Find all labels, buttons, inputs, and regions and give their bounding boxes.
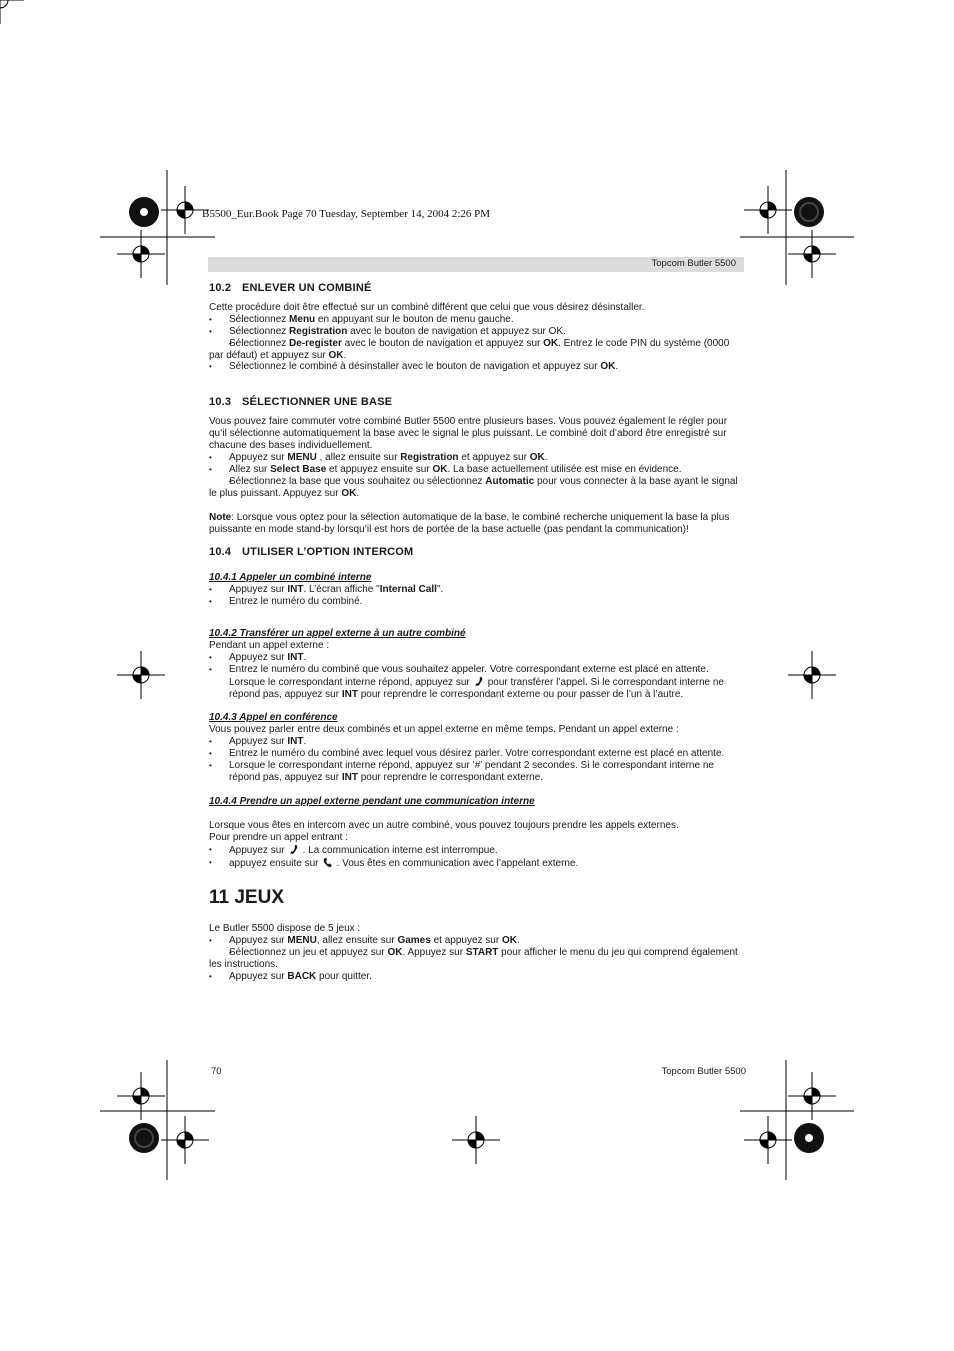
subsection-intro: Pour prendre un appel entrant : <box>209 831 348 843</box>
section-heading-10-2: 10.2 ENLEVER UN COMBINÉ <box>209 282 372 294</box>
list-item: • Sélectionnez De-register avec le bouton de navigation et appuyez sur OK. Entrez le code PIN du système (0000 par défaut) et appuyez sur OK. <box>209 338 745 362</box>
list-item: • Lorsque le correspondant interne répond, appuyez sur ’#’ pendant 2 secondes. Si le correspondant interne ne répond pas, appuyez sur INT pour reprendre le correspondant externe. <box>209 760 745 784</box>
list-item: • Appuyez sur INT. L’écran affiche "Internal Call". <box>209 584 745 596</box>
list-item: • Entrez le numéro du combiné. <box>209 596 745 608</box>
note-paragraph: Note: Lorsque vous optez pour la sélection automatique de la base, le combiné recherche uniquement la base la plus puissante en mode stand-by lorsqu’il est hors de portée de la base actuelle (pas pendant la communication)! <box>209 511 730 535</box>
phone-handset-icon <box>322 857 334 868</box>
chapter-heading-11: 11 JEUX <box>209 887 284 909</box>
page-content <box>209 283 745 983</box>
section-intro: Cette procédure doit être effectué sur un combiné différent que celui que vous désirez désinstaller. <box>209 301 645 313</box>
list-item: • Allez sur Select Base et appuyez ensuite sur OK. La base actuellement utilisée est mise en évidence. <box>209 464 745 476</box>
phone-off-hook-icon <box>288 844 300 855</box>
subsection-heading-10-4-3: 10.4.3 Appel en conférence <box>209 712 338 724</box>
list-item: • Appuyez sur MENU , allez ensuite sur Registration et appuyez sur OK. <box>209 452 745 464</box>
list-item: • Sélectionnez un jeu et appuyez sur OK. Appuyez sur START pour afficher le menu du jeu qui comprend également les instructions. <box>209 947 745 971</box>
footer-product-name: Topcom Butler 5500 <box>661 1066 746 1077</box>
phone-off-hook-icon <box>473 676 485 687</box>
list-item: • Appuyez sur INT. <box>209 652 745 664</box>
subsection-heading-10-4-4: 10.4.4 Prendre un appel externe pendant une communication interne <box>209 795 535 807</box>
page-number: 70 <box>211 1066 222 1077</box>
list-item: • Sélectionnez Registration avec le bouton de navigation et appuyez sur OK. <box>209 326 745 338</box>
subsection-intro: Lorsque vous êtes en intercom avec un autre combiné, vous pouvez toujours prendre les appels externes. <box>209 819 679 831</box>
list-item: • Appuyez sur . La communication interne est interrompue. <box>209 844 745 857</box>
running-header-text: Topcom Butler 5500 <box>651 258 736 269</box>
subsection-intro: Vous pouvez parler entre deux combinés et un appel externe en même temps. Pendant un appel externe : <box>209 724 679 736</box>
list-item: • Appuyez sur INT. <box>209 736 745 748</box>
section-heading-10-4: 10.4 UTILISER L’OPTION INTERCOM <box>209 546 414 559</box>
subsection-heading-10-4-2: 10.4.2 Transférer un appel externe à un autre combiné <box>209 628 466 640</box>
section-heading-10-3: 10.3 SÉLECTIONNER UNE BASE <box>209 396 393 409</box>
running-header-bar <box>208 257 744 272</box>
list-item: • appuyez ensuite sur . Vous êtes en communication avec l’appelant externe. <box>209 857 745 870</box>
list-item: • Appuyez sur MENU, allez ensuite sur Games et appuyez sur OK. <box>209 935 745 947</box>
subsection-heading-10-4-1: 10.4.1 Appeler un combiné interne <box>209 572 372 584</box>
subsection-intro: Pendant un appel externe : <box>209 639 330 651</box>
list-item: • Appuyez sur BACK pour quitter. <box>209 971 745 983</box>
list-item: • Entrez le numéro du combiné que vous souhaitez appeler. Votre correspondant externe est placé en attente. Lorsque le correspondant interne répond, appuyez sur pour transférer l’appel. Si le correspondant interne ne répond pas, appuyez sur INT pour reprendre le correspondant externe ou pour passer de l’un à l’autre. <box>209 664 745 701</box>
chapter-intro: Le Butler 5500 dispose de 5 jeux : <box>209 923 361 935</box>
print-job-header: B5500_Eur.Book Page 70 Tuesday, September 14, 2004 2:26 PM <box>202 208 491 220</box>
section-intro: Vous pouvez faire commuter votre combiné Butler 5500 entre plusieurs bases. Vous pouvez également le régler pour qu’il sélectionne automatiquement la base avec le signal le plus puissant. Le combiné doit d’abord être enregistré sur chacune des bases individuellement. <box>209 416 728 452</box>
list-item: • Sélectionnez le combiné à désinstaller avec le bouton de navigation et appuyez sur OK. <box>209 361 745 373</box>
list-item: • Sélectionnez la base que vous souhaitez ou sélectionnez Automatic pour vous connecter à la base ayant le signal le plus puissant. Appuyez sur OK. <box>209 476 745 500</box>
list-item: • Sélectionnez Menu en appuyant sur le bouton de menu gauche. <box>209 314 745 326</box>
list-item: • Entrez le numéro du combiné avec lequel vous désirez parler. Votre correspondant externe est placé en attente. <box>209 748 745 760</box>
